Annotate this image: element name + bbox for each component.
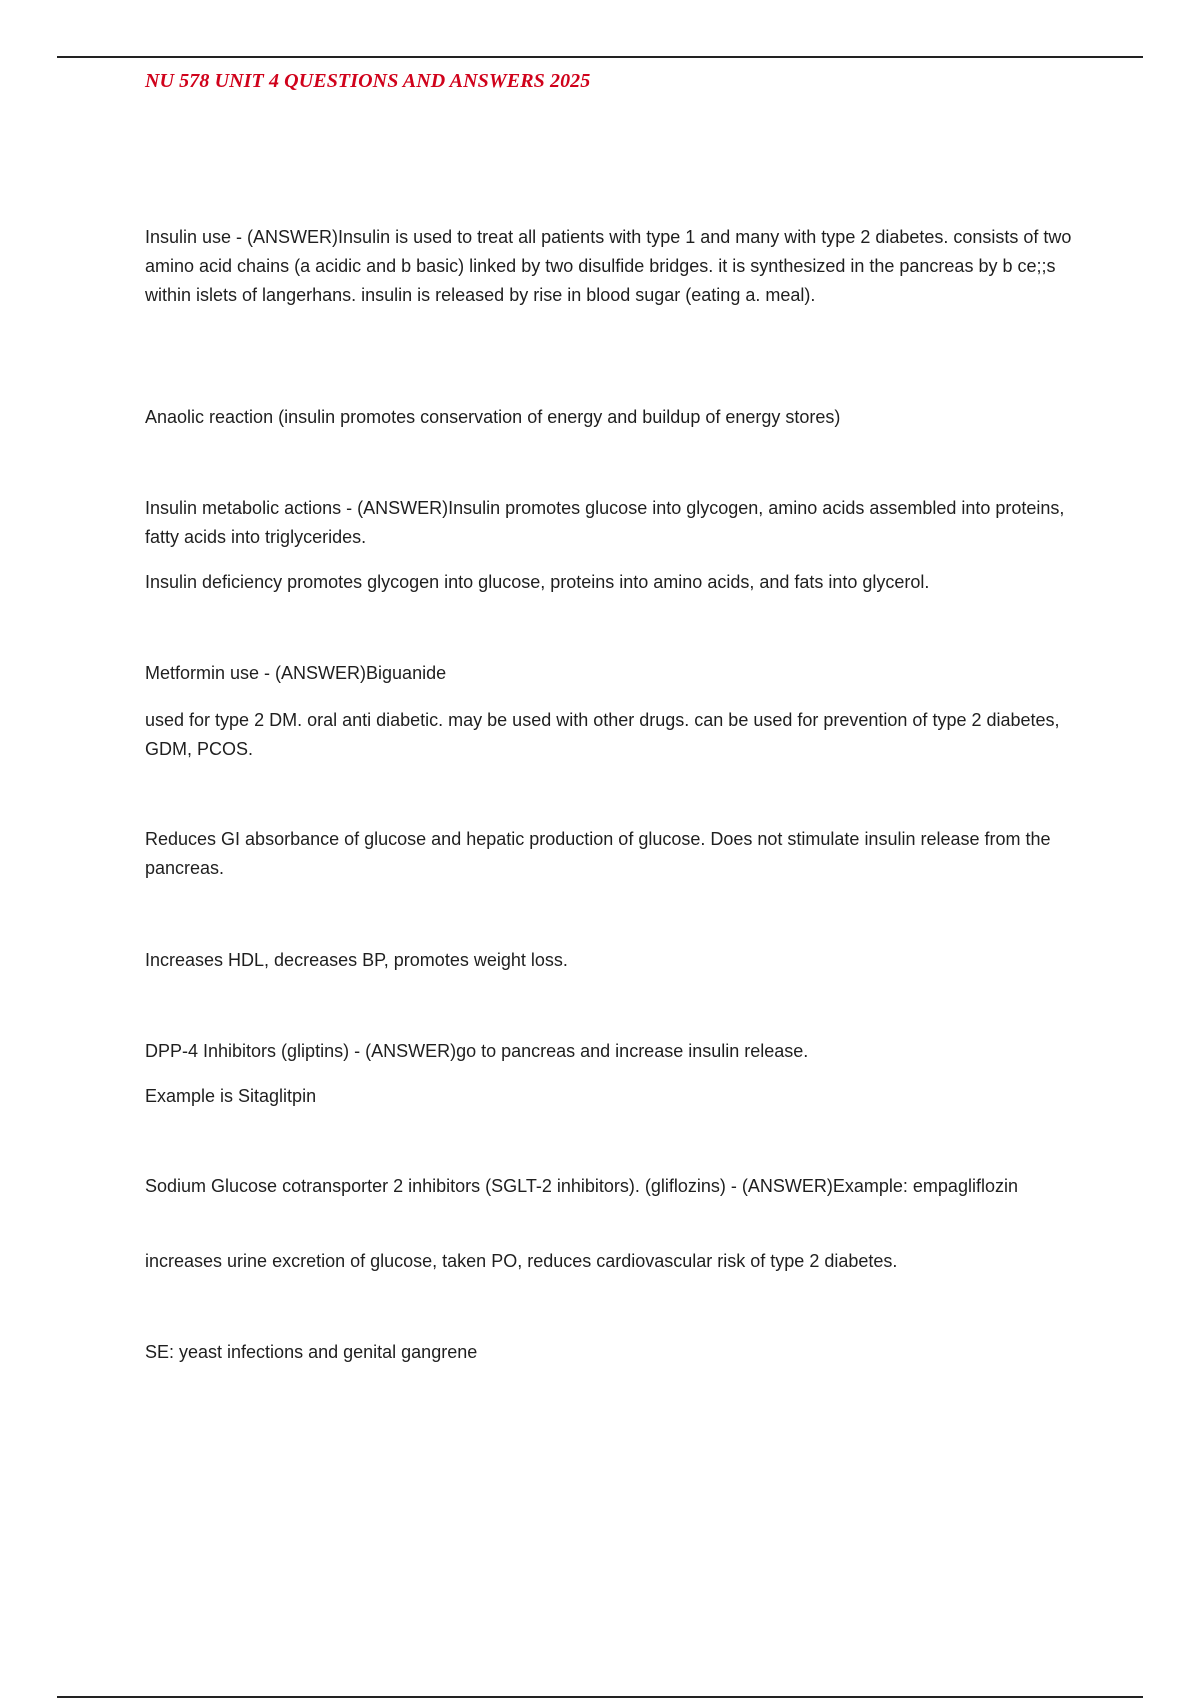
header-rule [57, 56, 1143, 58]
paragraph-dpp4-inhibitors: DPP-4 Inhibitors (gliptins) - (ANSWER)go to pancreas and increase insulin release. [145, 1041, 809, 1061]
document-title: NU 578 UNIT 4 QUESTIONS AND ANSWERS 2025 [145, 70, 591, 92]
paragraph-dpp4-example: Example is Sitaglitpin [145, 1086, 317, 1106]
paragraph-sglt2-side-effects: SE: yeast infections and genital gangrene [145, 1342, 478, 1362]
paragraph-metformin-use: Metformin use - (ANSWER)Biguanide [145, 663, 447, 683]
paragraph-insulin-use: Insulin use - (ANSWER)Insulin is used to treat all patients with type 1 and many with type 2 diabetes. consists of two amino acid chains (a acidic and b basic) linked by two disulfide bridges. it is synthesized in the pancreas by b ce;;s within islets of langerhans. insulin is released by rise in blood sugar (eating a. meal). [145, 227, 1072, 305]
paragraph-insulin-metabolic-actions: Insulin metabolic actions - (ANSWER)Insulin promotes glucose into glycogen, amino acids assembled into proteins, fatty acids into triglycerides. [145, 498, 1065, 547]
paragraph-insulin-deficiency: Insulin deficiency promotes glycogen into glucose, proteins into amino acids, and fats into glycerol. [145, 572, 930, 592]
paragraph-sglt2-effects: increases urine excretion of glucose, taken PO, reduces cardiovascular risk of type 2 diabetes. [145, 1251, 898, 1271]
paragraph-sglt2-inhibitors: Sodium Glucose cotransporter 2 inhibitors (SGLT-2 inhibitors). (gliflozins) - (ANSWER)Example: empagliflozin [145, 1176, 1018, 1196]
paragraph-metformin-indications: used for type 2 DM. oral anti diabetic. may be used with other drugs. can be used for prevention of type 2 diabetes, GDM, PCOS. [145, 710, 1060, 759]
footer-rule [57, 1696, 1143, 1698]
paragraph-metformin-mechanism: Reduces GI absorbance of glucose and hepatic production of glucose. Does not stimulate insulin release from the pancreas. [145, 829, 1051, 878]
paragraph-metformin-effects: Increases HDL, decreases BP, promotes weight loss. [145, 950, 568, 970]
paragraph-anabolic-reaction: Anaolic reaction (insulin promotes conservation of energy and buildup of energy stores) [145, 407, 841, 427]
